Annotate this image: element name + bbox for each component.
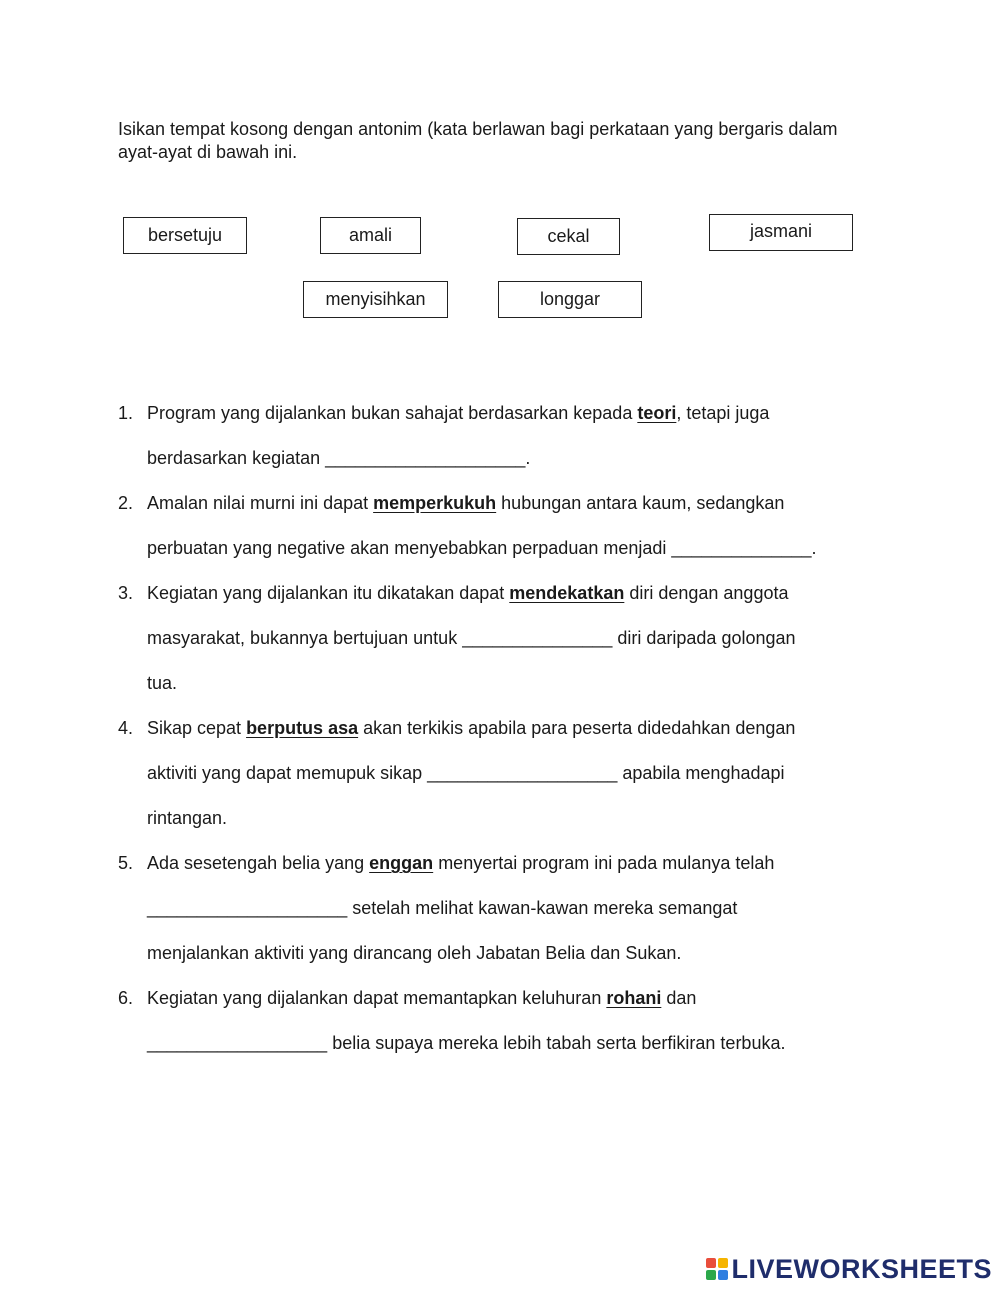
instructions: Isikan tempat kosong dengan antonim (kata berlawan bagi perkataan yang bergaris dalam ayat-ayat di bawah ini. [118, 119, 838, 162]
liveworksheets-logo [706, 1255, 992, 1283]
question-text: Amalan nilai murni ini dapat [147, 493, 374, 513]
answer-blank[interactable]: _______________ [462, 628, 613, 648]
question-text: aktiviti yang dapat memupuk sikap [147, 763, 428, 783]
underlined-keyword: memperkukuh [373, 493, 497, 513]
question-line [147, 796, 908, 841]
question-text: menjalankan aktiviti yang dirancang oleh Jabatan Belia dan Sukan. [147, 943, 682, 963]
question-number: 6. [118, 988, 134, 1008]
question-line [147, 976, 908, 1021]
question-text: tua. [147, 673, 178, 693]
logo-text: LIVEWORKSHEETS [731, 1253, 992, 1284]
question-2 [118, 481, 908, 571]
question-text: Program yang dijalankan bukan sahajat berdasarkan kepada [147, 403, 638, 423]
question-text: . [811, 538, 817, 558]
question-3 [118, 571, 908, 706]
question-number: 3. [118, 583, 134, 603]
question-text: akan terkikis apabila para peserta didedahkan dengan [358, 718, 796, 738]
answer-blank[interactable]: ___________________ [427, 763, 618, 783]
question-line [147, 706, 908, 751]
question-text: masyarakat, bukannya bertujuan untuk [147, 628, 463, 648]
question-text: menyertai program ini pada mulanya telah [433, 853, 775, 873]
question-text: dan [661, 988, 697, 1008]
question-text: rintangan. [147, 808, 228, 828]
answer-blank[interactable]: ____________________ [147, 898, 348, 918]
question-text: Sikap cepat [147, 718, 247, 738]
question-text: hubungan antara kaum, sedangkan [496, 493, 785, 513]
question-line [147, 571, 908, 616]
word-option-amali[interactable]: amali [320, 217, 421, 254]
question-line [147, 526, 908, 571]
question-number: 1. [118, 403, 134, 423]
word-option-jasmani[interactable]: jasmani [709, 214, 853, 251]
question-text: setelah melihat kawan-kawan mereka semangat [347, 898, 738, 918]
answer-blank[interactable]: ____________________ [325, 448, 526, 468]
question-line [147, 931, 908, 976]
question-line [147, 436, 908, 481]
underlined-keyword: mendekatkan [509, 583, 625, 603]
word-option-bersetuju[interactable]: bersetuju [123, 217, 247, 254]
question-text: Kegiatan yang dijalankan dapat memantapkan keluhuran [147, 988, 607, 1008]
question-number: 2. [118, 493, 134, 513]
question-line [147, 481, 908, 526]
question-text: Kegiatan yang dijalankan itu dikatakan dapat [147, 583, 510, 603]
underlined-keyword: berputus asa [246, 718, 359, 738]
question-1 [118, 391, 908, 481]
question-line [147, 661, 908, 706]
question-line [147, 616, 908, 661]
word-option-cekal[interactable]: cekal [517, 218, 620, 255]
question-5 [118, 841, 908, 976]
logo-mark-icon [706, 1258, 728, 1280]
question-text: apabila menghadapi [617, 763, 785, 783]
question-text: berdasarkan kegiatan [147, 448, 326, 468]
question-text: diri daripada golongan [612, 628, 796, 648]
underlined-keyword: rohani [606, 988, 662, 1008]
question-number: 5. [118, 853, 134, 873]
underlined-keyword: enggan [369, 853, 434, 873]
question-line [147, 391, 908, 436]
answer-blank[interactable]: __________________ [147, 1033, 328, 1053]
question-text: perbuatan yang negative akan menyebabkan perpaduan menjadi [147, 538, 672, 558]
question-number: 4. [118, 718, 134, 738]
question-line [147, 751, 908, 796]
underlined-keyword: teori [637, 403, 677, 423]
question-text: diri dengan anggota [624, 583, 789, 603]
question-line [147, 1021, 908, 1066]
question-line [147, 886, 908, 931]
word-option-longgar[interactable]: longgar [498, 281, 642, 318]
question-text: . [525, 448, 531, 468]
answer-blank[interactable]: ______________ [671, 538, 812, 558]
question-4 [118, 706, 908, 841]
question-text: Ada sesetengah belia yang [147, 853, 370, 873]
word-option-menyisihkan[interactable]: menyisihkan [303, 281, 448, 318]
question-text: belia supaya mereka lebih tabah serta berfikiran terbuka. [327, 1033, 786, 1053]
question-6 [118, 976, 908, 1066]
question-line [147, 841, 908, 886]
question-text: , tetapi juga [676, 403, 770, 423]
